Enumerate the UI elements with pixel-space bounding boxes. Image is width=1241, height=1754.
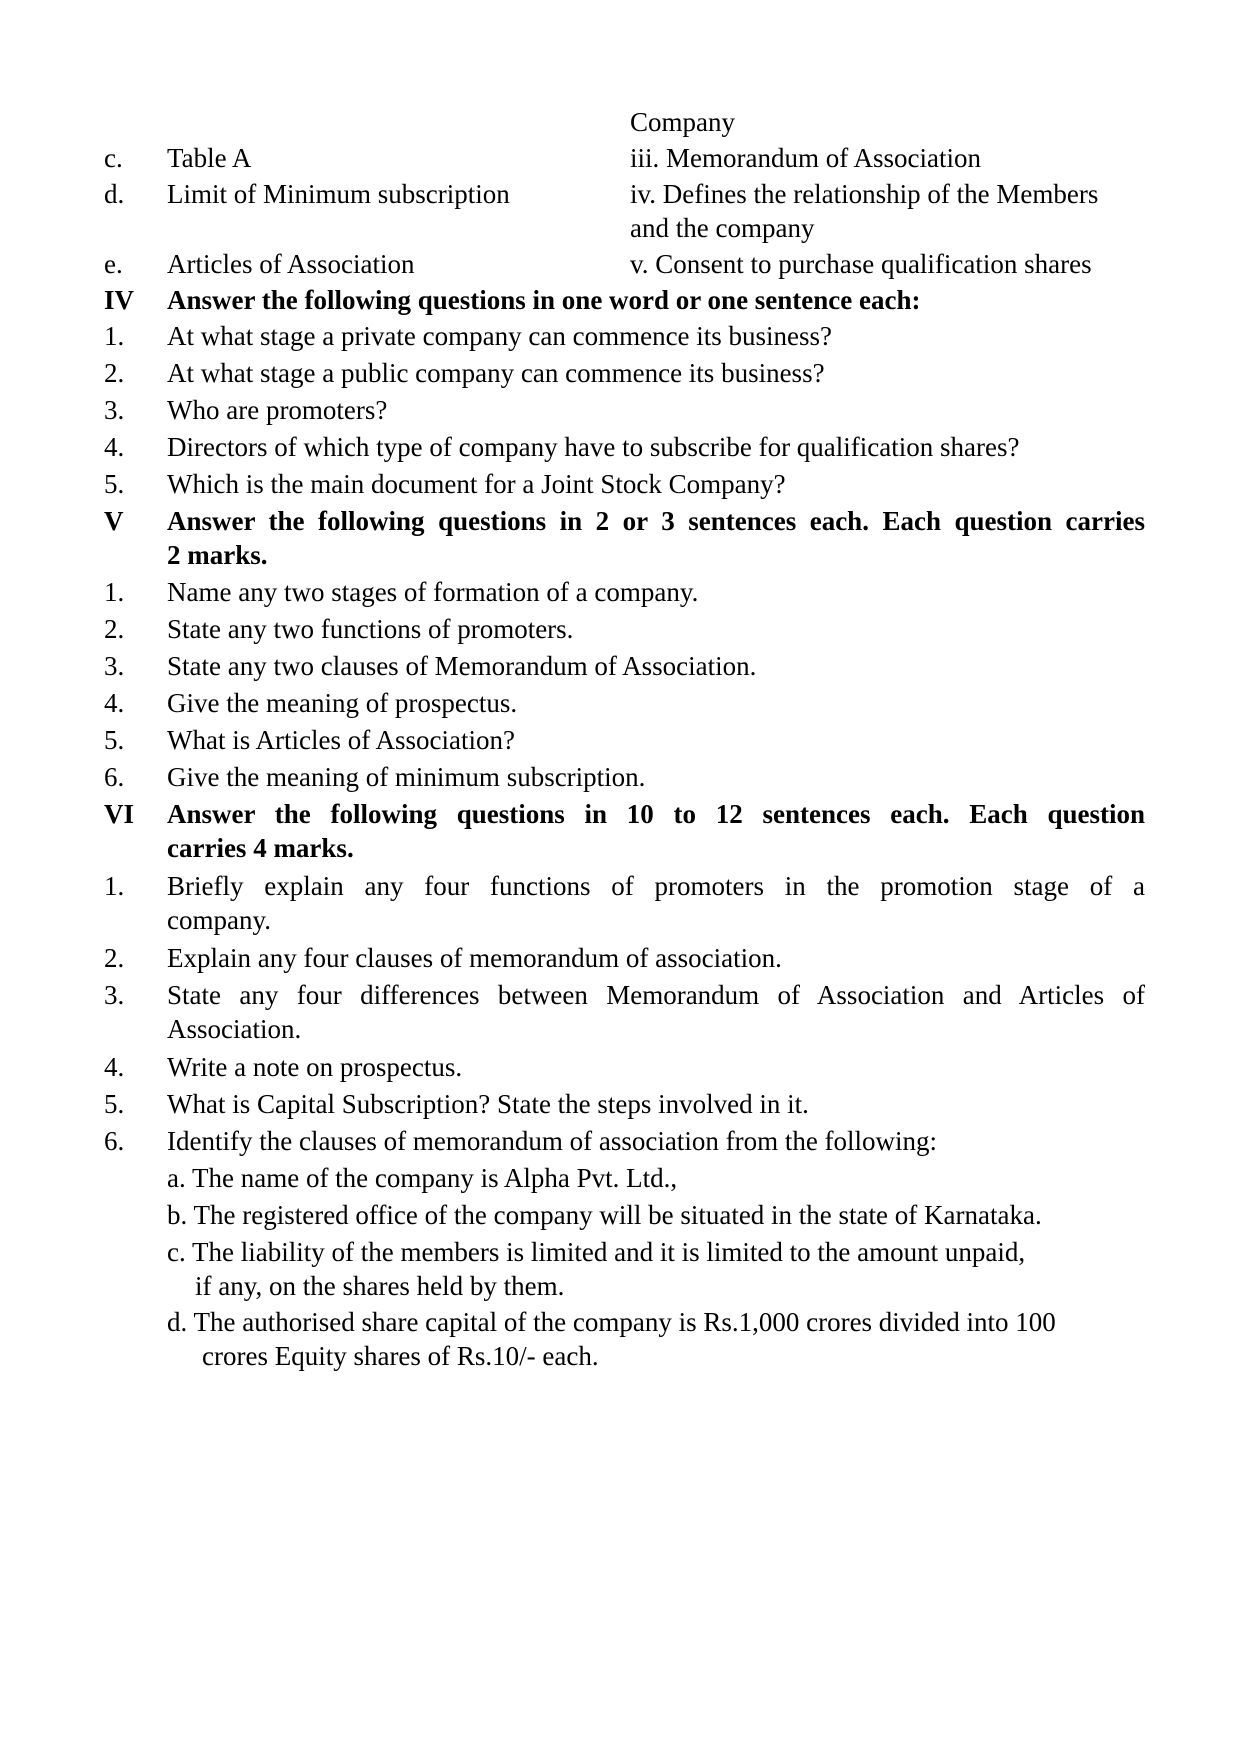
match-right-text: iv. Defines the relationship of the Members [630,179,1099,209]
section-heading-text: Answer the following questions in 2 or 3 sentences each. Each question carries [167,506,1145,536]
question-number: 3. [104,651,125,681]
question-item [0,575,1241,609]
question-number: 1. [104,577,125,607]
sub-item-cont [0,1339,1241,1373]
section-numeral: VI [104,799,135,829]
question-number: 6. [104,762,125,792]
match-row [0,177,1241,211]
match-letter: c. [104,143,123,173]
question-item [0,723,1241,757]
match-right-text: v. Consent to purchase qualification shares [630,249,1092,279]
question-item-cont [0,1012,1241,1046]
question-item [0,978,1241,1012]
question-item [0,686,1241,720]
question-item [0,430,1241,464]
question-item [0,393,1241,427]
sub-item [0,1198,1241,1232]
question-number: 5. [104,469,125,499]
question-item [0,1124,1241,1158]
section-heading-cont [0,538,1241,572]
match-letter: d. [104,179,125,209]
section-heading [0,504,1241,538]
question-text: State any two clauses of Memorandum of Association. [167,651,757,681]
section-heading [0,797,1241,831]
question-text-cont: Association. [167,1014,302,1044]
question-text: Which is the main document for a Joint Stock Company? [167,469,786,499]
section-heading-text-cont: 2 marks. [167,540,268,570]
match-row [0,141,1241,175]
section-heading-cont [0,831,1241,865]
question-text: Give the meaning of minimum subscription. [167,762,646,792]
question-text: Identify the clauses of memorandum of association from the following: [167,1126,938,1156]
question-text: Briefly explain any four functions of promoters in the promotion stage of a [167,871,1145,901]
match-right-text-cont: and the company [630,213,815,243]
question-item-cont [0,903,1241,937]
sub-item [0,1161,1241,1195]
question-number: 3. [104,395,125,425]
question-item [0,1087,1241,1121]
question-item [0,319,1241,353]
question-text: Write a note on prospectus. [167,1052,463,1082]
match-left-text: Limit of Minimum subscription [167,179,510,209]
question-number: 6. [104,1126,125,1156]
sub-item [0,1235,1241,1269]
question-number: 4. [104,1052,125,1082]
section-heading-text: Answer the following questions in 10 to 12 sentences each. Each question [167,799,1145,829]
question-number: 1. [104,871,125,901]
question-text: At what stage a public company can commence its business? [167,358,825,388]
sub-item-text: b. The registered office of the company will be situated in the state of Karnataka. [167,1200,1042,1230]
sub-item-text-cont: if any, on the shares held by them. [195,1271,565,1301]
question-text: State any four differences between Memorandum of Association and Articles of [167,980,1145,1010]
match-row-continuation [0,211,1241,245]
section-heading-text: Answer the following questions in one word or one sentence each: [167,285,921,315]
question-number: 2. [104,358,125,388]
question-text: Name any two stages of formation of a company. [167,577,699,607]
match-left-text: Articles of Association [167,249,415,279]
question-text: Who are promoters? [167,395,388,425]
match-right-text: iii. Memorandum of Association [630,143,981,173]
question-item [0,760,1241,794]
question-number: 3. [104,980,125,1010]
match-left-text: Table A [167,143,252,173]
question-text: What is Capital Subscription? State the steps involved in it. [167,1089,809,1119]
section-heading-text-cont: carries 4 marks. [167,833,354,863]
question-item [0,467,1241,501]
match-row-continuation [0,105,1241,139]
question-number: 4. [104,432,125,462]
question-number: 4. [104,688,125,718]
sub-item-text: d. The authorised share capital of the company is Rs.1,000 crores divided into 100 [167,1307,1056,1337]
question-text: Give the meaning of prospectus. [167,688,518,718]
question-text: State any two functions of promoters. [167,614,574,644]
question-text-cont: company. [167,905,271,935]
question-item [0,649,1241,683]
question-number: 2. [104,614,125,644]
question-item [0,869,1241,903]
question-item [0,356,1241,390]
question-number: 1. [104,321,125,351]
sub-item [0,1305,1241,1339]
sub-item-cont [0,1269,1241,1303]
question-number: 5. [104,1089,125,1119]
match-letter: e. [104,249,123,279]
section-numeral: V [104,506,124,536]
match-row [0,247,1241,281]
question-text: Explain any four clauses of memorandum of association. [167,943,782,973]
question-text: Directors of which type of company have to subscribe for qualification shares? [167,432,1020,462]
question-number: 5. [104,725,125,755]
question-item [0,612,1241,646]
sub-item-text: a. The name of the company is Alpha Pvt. Ltd., [167,1163,678,1193]
section-numeral: IV [104,285,135,315]
question-text: At what stage a private company can commence its business? [167,321,833,351]
question-text: What is Articles of Association? [167,725,515,755]
section-heading [0,283,1241,317]
question-item [0,1050,1241,1084]
match-right-text: Company [630,107,735,137]
sub-item-text-cont: crores Equity shares of Rs.10/- each. [202,1341,599,1371]
question-number: 2. [104,943,125,973]
sub-item-text: c. The liability of the members is limited and it is limited to the amount unpaid, [167,1237,1026,1267]
question-item [0,941,1241,975]
